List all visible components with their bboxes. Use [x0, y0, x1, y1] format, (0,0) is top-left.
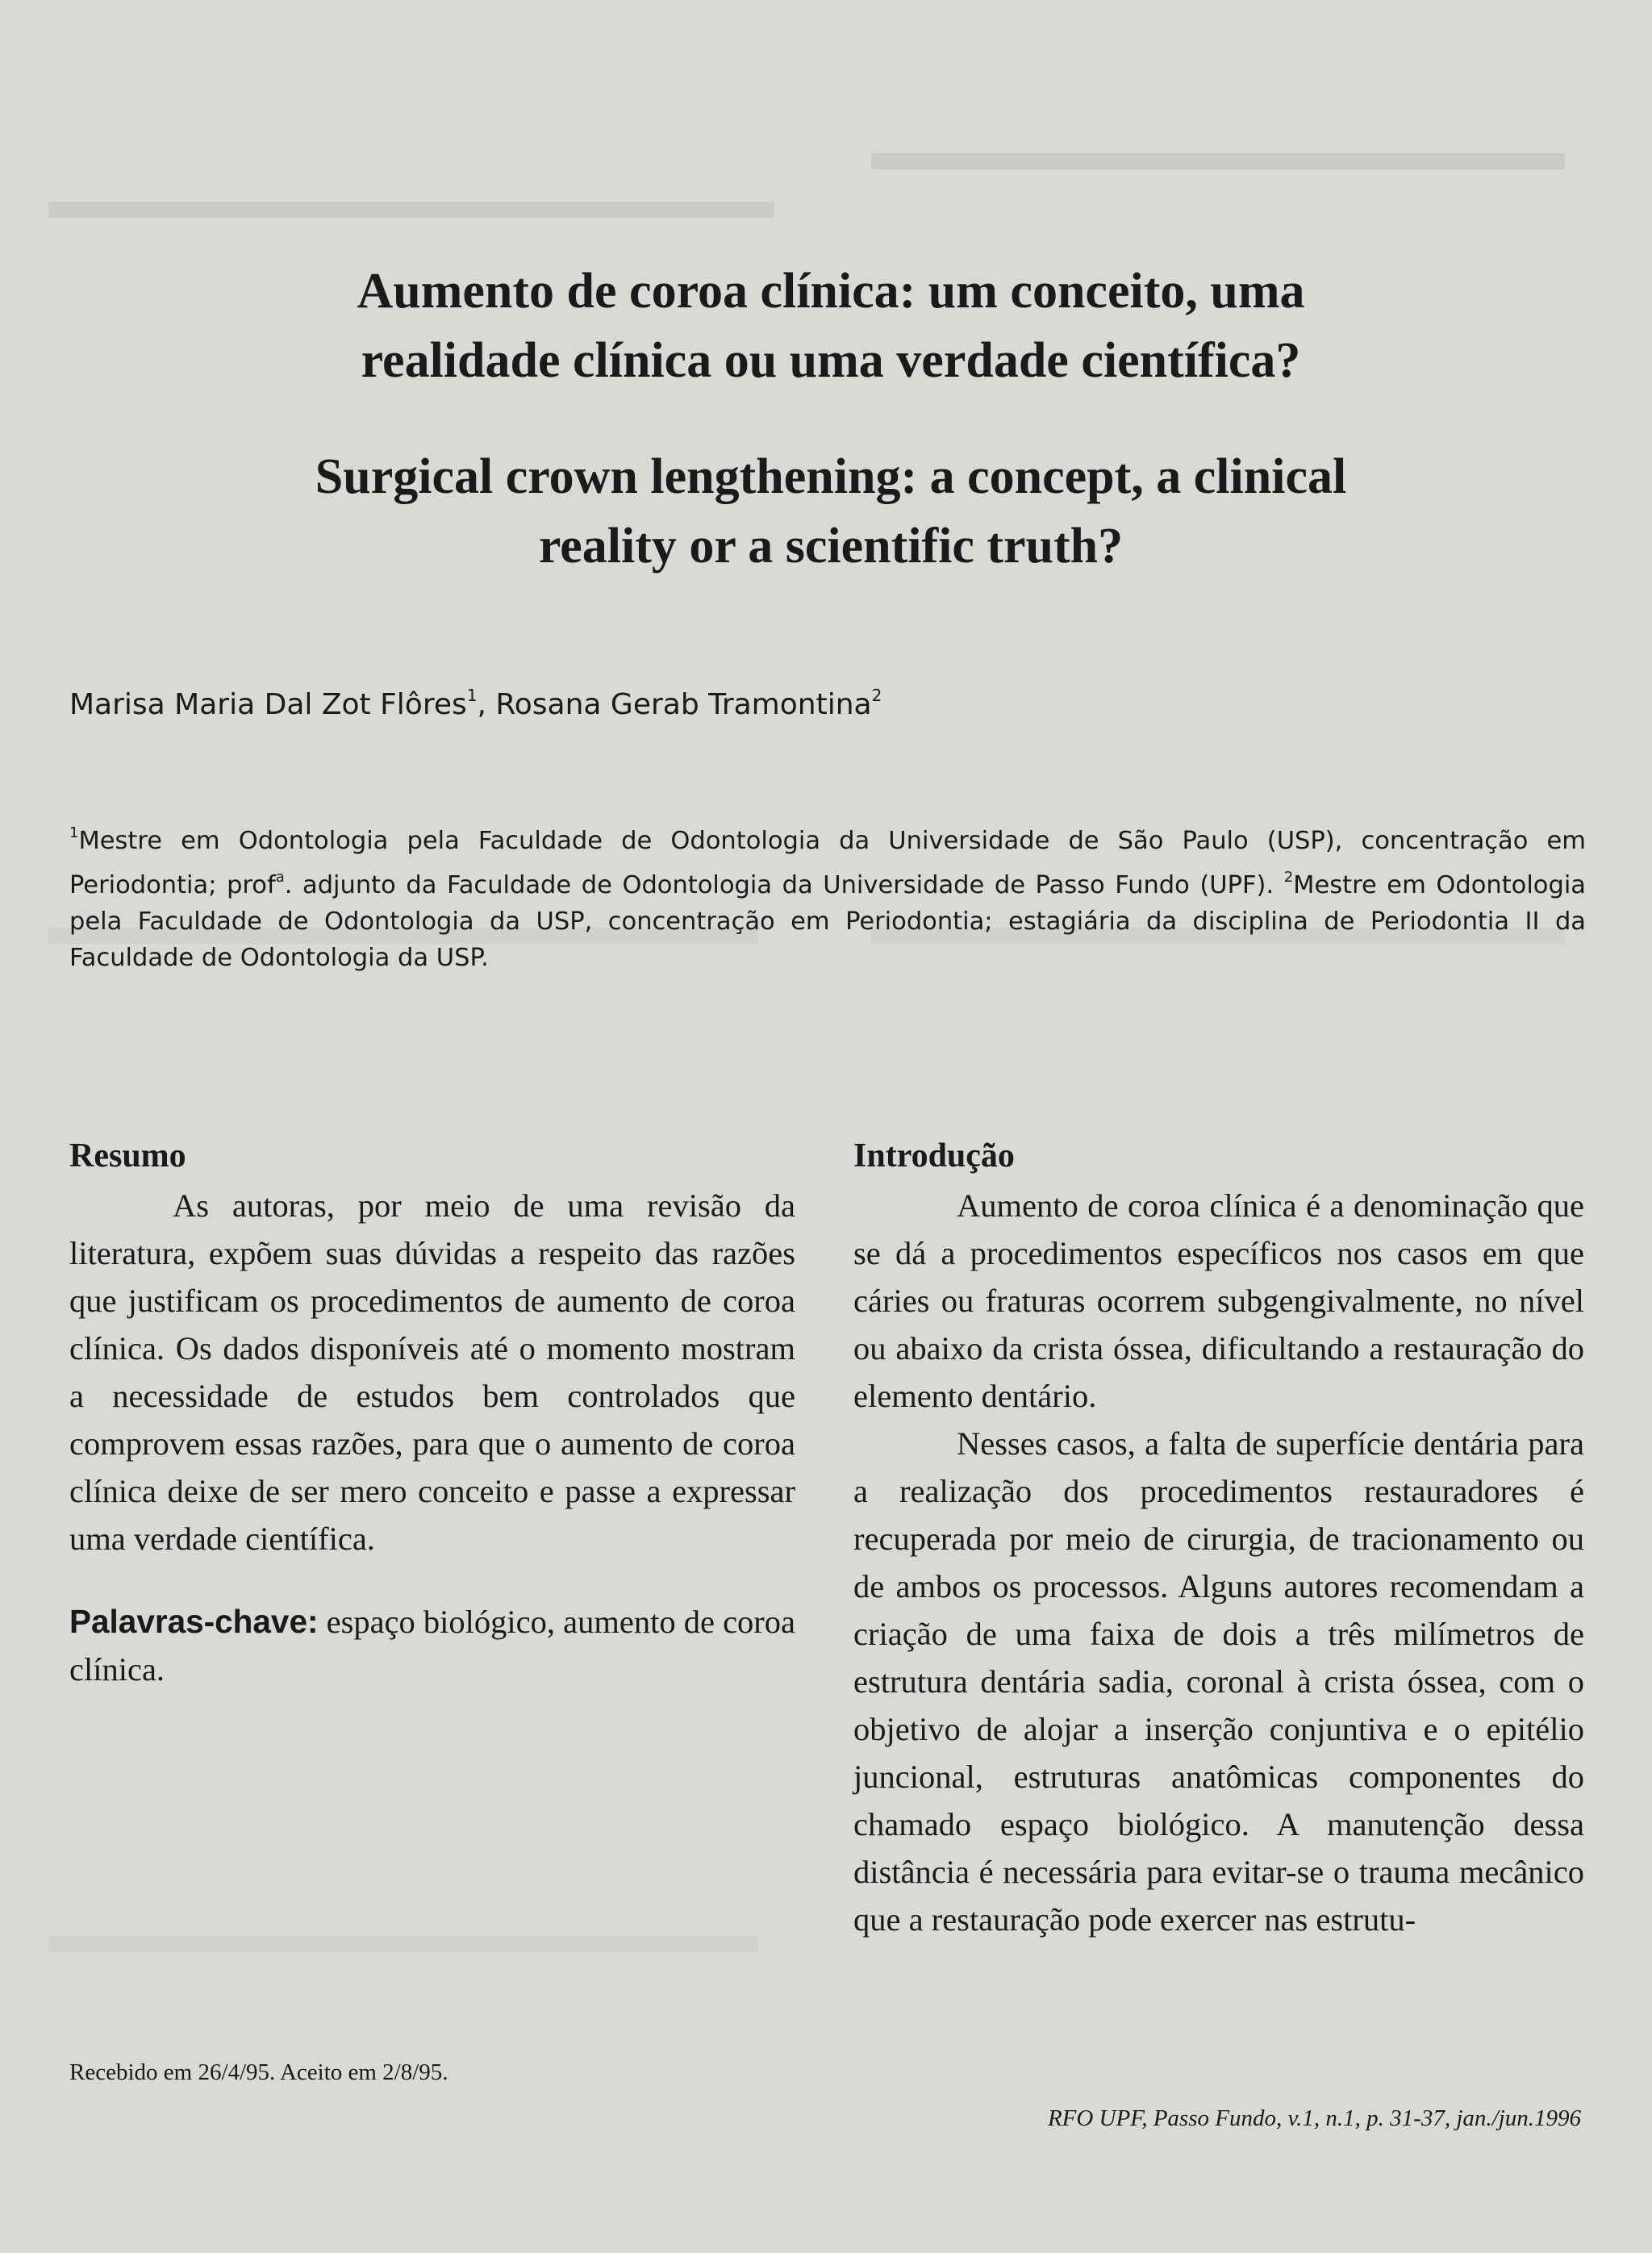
author-1-superscript: 1 [466, 686, 478, 705]
author-list [69, 686, 882, 721]
title-en-line-2: reality or a scientific truth? [538, 519, 1124, 574]
affiliation-1-text-end: . adjunto da Faculdade de Odontologia da Universidade de Passo Fundo (UPF). [284, 871, 1284, 899]
introduction-column [853, 1133, 1584, 1943]
introducao-paragraph-1: Aumento de coroa clínica é a denominação que se dá a procedimentos específicos nos casos em que cáries ou fraturas ocorrem subgengivalmente, no nível ou abaixo da crista óssea, dificultando a restauração do elemento dentário. [853, 1187, 1584, 1414]
title-en-line-1: Surgical crown lengthening: a concept, a clinical [315, 449, 1347, 504]
author-separator: , [477, 688, 496, 721]
affiliation-1-text: Mestre em Odontologia pela Faculdade de Odontologia da Universidade de São Paulo (USP), concentração em Periodontia; prof [69, 827, 1586, 899]
bleed-through-mark [48, 202, 774, 218]
author-name-1: Marisa Maria Dal Zot Flôres [69, 688, 467, 721]
author-2-superscript: 2 [871, 686, 882, 705]
resumo-paragraph: As autoras, por meio de uma revisão da literatura, expõem suas dúvidas a respeito das razões que justificam os procedimentos de aumento de coroa clínica. Os dados disponíveis até o momento mostram a necessidade de estudos bem controlados que comprovem essas razões, para que o aumento de coroa clínica deixe de ser mero conceito e passe a expressar uma verdade científica. [69, 1187, 795, 1557]
introducao-heading: Introdução [853, 1137, 1015, 1174]
article-title-portuguese [121, 257, 1541, 395]
journal-citation-footer: RFO UPF, Passo Fundo, v.1, n.1, p. 31-37, jan./jun.1996 [1047, 2105, 1581, 2131]
title-pt-line-1: Aumento de coroa clínica: um conceito, uma [357, 264, 1305, 319]
abstract-column [69, 1133, 795, 1726]
bleed-through-mark [48, 1936, 758, 1952]
received-date-note: Recebido em 26/4/95. Aceito em 2/8/95. [69, 2059, 448, 2085]
affiliation-2-marker: 2 [1283, 869, 1294, 886]
resumo-heading: Resumo [69, 1137, 186, 1174]
professor-superscript-a: a [275, 869, 285, 886]
author-name-2: Rosana Gerab Tramontina [495, 688, 872, 721]
keywords-line [69, 1598, 795, 1693]
introducao-paragraph-2: Nesses casos, a falta de superfície dentária para a realização dos procedimentos restauradores é recuperada por meio de cirurgia, de tracionamento ou de ambos os processos. Alguns autores recomendam a criação de uma faixa de dois a três milímetros de estrutura dentária sadia, coronal à crista óssea, com o objetivo de alojar a inserção conjuntiva e o epitélio juncional, estruturas anatômicas componentes do chamado espaço biológico. A manutenção dessa distância é necessária para evitar-se o trauma mecânico que a restauração pode exercer nas estrutu- [853, 1425, 1584, 1938]
affiliation-1-marker: 1 [69, 824, 79, 841]
article-title-english [121, 442, 1541, 581]
bleed-through-mark [871, 153, 1565, 169]
affiliation-2-text: Mestre em Odontologia pela Faculdade de Odontologia da USP, concentração em Periodontia; estagiária da disciplina de Periodontia II da Faculdade de Odontologia da USP. [69, 871, 1586, 972]
title-pt-line-2: realidade clínica ou uma verdade científica? [361, 333, 1301, 388]
keywords-label: Palavras-chave: [69, 1603, 319, 1640]
author-affiliations [69, 815, 1586, 976]
keywords-text: espaço biológico, aumento de coroa clínica. [69, 1604, 796, 1688]
